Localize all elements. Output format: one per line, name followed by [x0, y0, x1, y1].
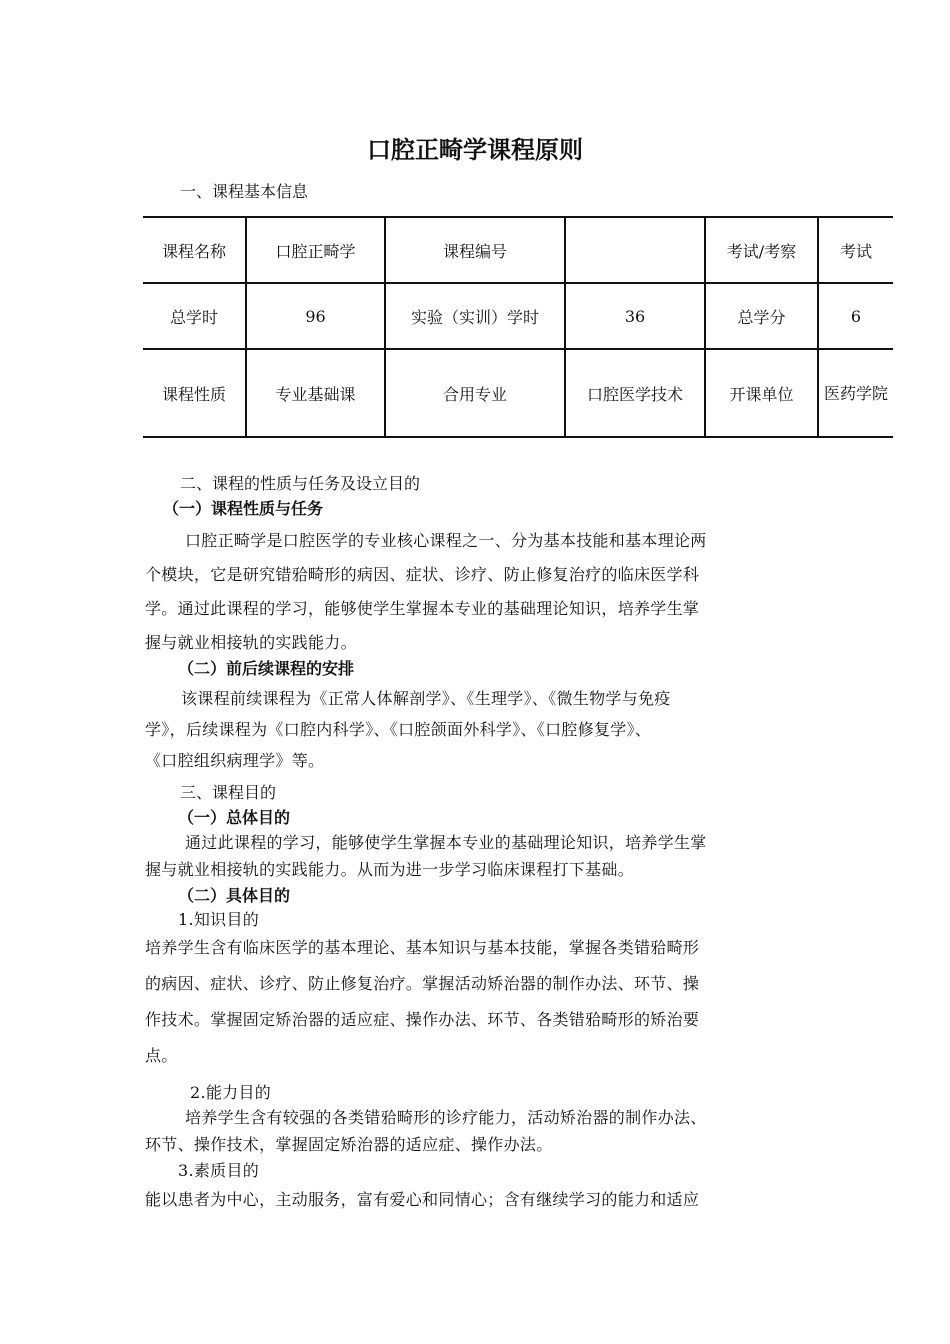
text-line: 的病因、症状、诊疗、防止修复治疗。掌握活动矫治器的制作办法、环节、操	[145, 974, 700, 993]
table-cell: 6	[818, 283, 893, 349]
table-cell: 口腔正畸学	[246, 217, 385, 283]
table-row	[143, 349, 893, 437]
paragraph-course-sequence	[145, 683, 810, 776]
section-heading-basic-info: 一、课程基本信息	[180, 182, 309, 201]
subheading-overall-objective: （一）总体目的	[178, 808, 291, 827]
table-cell: 合用专业	[385, 349, 565, 437]
text-line: 个模块，它是研究错𬌗畸形的病因、症状、诊疗、防止修复治疗的临床医学科	[145, 565, 700, 584]
table-row	[143, 217, 893, 283]
table-cell: 课程性质	[143, 349, 246, 437]
heading-knowledge-objective: 1.知识目的	[178, 910, 260, 929]
table-row	[143, 283, 893, 349]
table-cell: 实验（实训）学时	[385, 283, 565, 349]
subheading-specific-objectives: （二）具体目的	[178, 886, 291, 905]
table-cell: 总学分	[705, 283, 818, 349]
text-line: 培养学生含有临床医学的基本理论、基本知识与基本技能，掌握各类错𬌗畸形	[145, 938, 700, 957]
text-line: 通过此课程的学习，能够使学生掌握本专业的基础理论知识，培养学生掌	[185, 833, 707, 852]
text-line: 口腔正畸学是口腔医学的专业核心课程之一、分为基本技能和基本理论两	[185, 531, 707, 550]
section-heading-nature-tasks: 二、课程的性质与任务及设立目的	[180, 474, 421, 493]
text-line: 点。	[145, 1046, 178, 1065]
table-cell	[565, 217, 705, 283]
text-line: 《口腔组织病理学》等。	[145, 751, 325, 770]
subheading-course-sequence: （二）前后续课程的安排	[178, 659, 355, 678]
table-cell: 课程名称	[143, 217, 246, 283]
table-cell: 考试	[818, 217, 893, 283]
text-line: 能以患者为中心，主动服务，富有爱心和同情心；含有继续学习的能力和适应	[145, 1190, 700, 1209]
table-cell: 医药学院	[818, 349, 893, 437]
heading-quality-objective: 3.素质目的	[178, 1161, 260, 1180]
paragraph-overall-objective	[145, 829, 810, 883]
subheading-nature-tasks: （一）课程性质与任务	[163, 499, 324, 518]
table-cell: 开课单位	[705, 349, 818, 437]
document-title: 口腔正畸学课程原则	[367, 136, 583, 164]
text-line: 作技术。掌握固定矫治器的适应症、操作办法、环节、各类错𬌗畸形的矫治要	[145, 1010, 700, 1029]
text-line: 学。通过此课程的学习，能够使学生掌握本专业的基础理论知识，培养学生掌	[145, 599, 700, 618]
paragraph-ability-objective	[145, 1104, 810, 1158]
table-cell: 总学时	[143, 283, 246, 349]
text-line: 握与就业相接轨的实践能力。从而为进一步学习临床课程打下基础。	[145, 860, 635, 879]
course-info-table	[143, 216, 893, 438]
table-cell: 口腔医学技术	[565, 349, 705, 437]
text-line: 握与就业相接轨的实践能力。	[145, 633, 357, 652]
table-cell: 考试/考察	[705, 217, 818, 283]
text-line: 培养学生含有较强的各类错𬌗畸形的诊疗能力，活动矫治器的制作办法、	[185, 1108, 707, 1127]
table-cell: 课程编号	[385, 217, 565, 283]
table-cell: 专业基础课	[246, 349, 385, 437]
paragraph-course-nature	[145, 524, 810, 660]
paragraph-knowledge-objective	[145, 930, 810, 1074]
section-heading-objectives: 三、课程目的	[180, 783, 277, 802]
text-line: 该课程前续课程为《正常人体解剖学》、《生理学》、《微生物学与免疫	[181, 689, 671, 708]
table-cell: 36	[565, 283, 705, 349]
text-line: 环节、操作技术，掌握固定矫治器的适应症、操作办法。	[145, 1135, 553, 1154]
table-cell: 96	[246, 283, 385, 349]
text-line: 学》，后续课程为《口腔内科学》、《口腔颌面外科学》、《口腔修复学》、	[145, 720, 652, 739]
paragraph-quality-objective	[145, 1186, 810, 1214]
heading-ability-objective: 2.能力目的	[190, 1083, 272, 1102]
